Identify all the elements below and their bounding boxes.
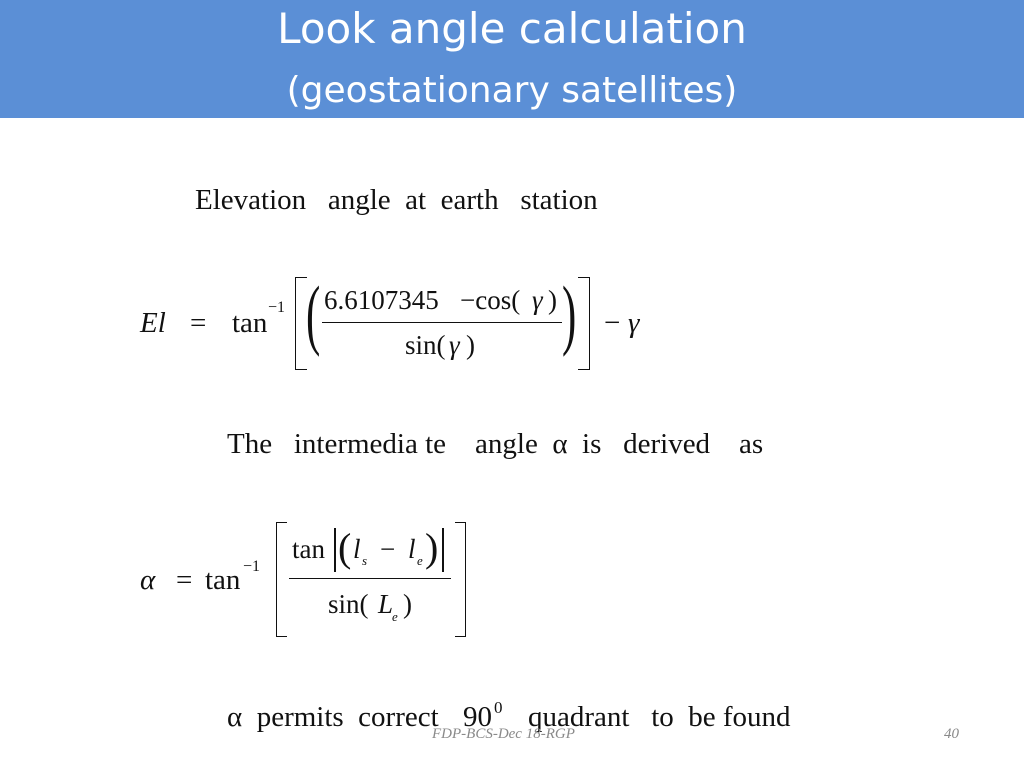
eq2-lhs: α — [140, 564, 156, 596]
eq1-cos: −cos( — [460, 285, 521, 315]
eq2-den-sub-e: e — [392, 609, 398, 624]
eq2-le: l — [408, 534, 416, 564]
eq2-left-bracket — [276, 522, 287, 637]
eq1-equals: = — [190, 307, 207, 339]
eq1-right-bracket — [578, 277, 590, 370]
text-intermediate-angle: The intermedia te angle α is derived as — [227, 428, 764, 460]
eq2-inverse-sup: −1 — [243, 558, 261, 575]
eq1-inverse-sup: −1 — [268, 299, 286, 316]
eq1-right-paren: ) — [562, 270, 577, 357]
slide-subtitle: (geostationary satellites) — [286, 70, 738, 111]
eq2-tan: tan — [205, 564, 241, 596]
eq1-num-close: ) — [548, 285, 557, 315]
page-number: 40 — [944, 726, 959, 742]
eq1-sin: sin( — [405, 330, 446, 360]
slide-title: Look angle calculation — [277, 4, 747, 53]
line3-ninety: 90 — [463, 701, 492, 733]
footer-credit: FDP-BCS-Dec 18-RGP — [432, 726, 575, 742]
eq2-sub-s: s — [362, 553, 368, 568]
text-elevation-angle: Elevation angle at earth station — [195, 184, 598, 216]
line3-start: α permits correct — [227, 701, 439, 733]
eq2-ls: l — [353, 534, 361, 564]
eq2-right-bracket — [455, 522, 466, 637]
eq1-tail-minus: − — [604, 307, 621, 339]
eq1-den-gamma: γ — [449, 330, 460, 360]
line3-degree-sup: 0 — [494, 698, 503, 717]
eq2-minus: − — [380, 534, 396, 564]
eq2-sin: sin( — [328, 589, 369, 619]
eq1-lhs: El — [140, 307, 166, 339]
eq1-constant: 6.6107345 — [324, 285, 439, 315]
eq2-sub-e: e — [417, 553, 423, 568]
eq2-right-paren: ) — [425, 525, 439, 570]
eq2-num-tan: tan — [292, 534, 325, 564]
eq1-tan: tan — [232, 307, 268, 339]
eq2-abs-left-bar — [334, 528, 336, 572]
eq2-den-close: ) — [403, 589, 412, 619]
eq1-den-close: ) — [466, 330, 475, 360]
eq1-left-paren: ( — [306, 270, 321, 357]
eq2-fraction-bar — [289, 578, 451, 579]
eq2-Le: L — [378, 589, 394, 619]
eq2-left-paren: ( — [338, 525, 352, 570]
line3-end: quadrant to be found — [528, 701, 791, 733]
eq2-equals: = — [176, 564, 193, 596]
title-banner — [0, 0, 1024, 118]
eq1-fraction-bar — [322, 322, 562, 323]
eq1-num-gamma: γ — [532, 285, 543, 315]
eq1-tail-gamma: γ — [628, 307, 640, 339]
eq2-abs-right-bar — [442, 528, 444, 572]
